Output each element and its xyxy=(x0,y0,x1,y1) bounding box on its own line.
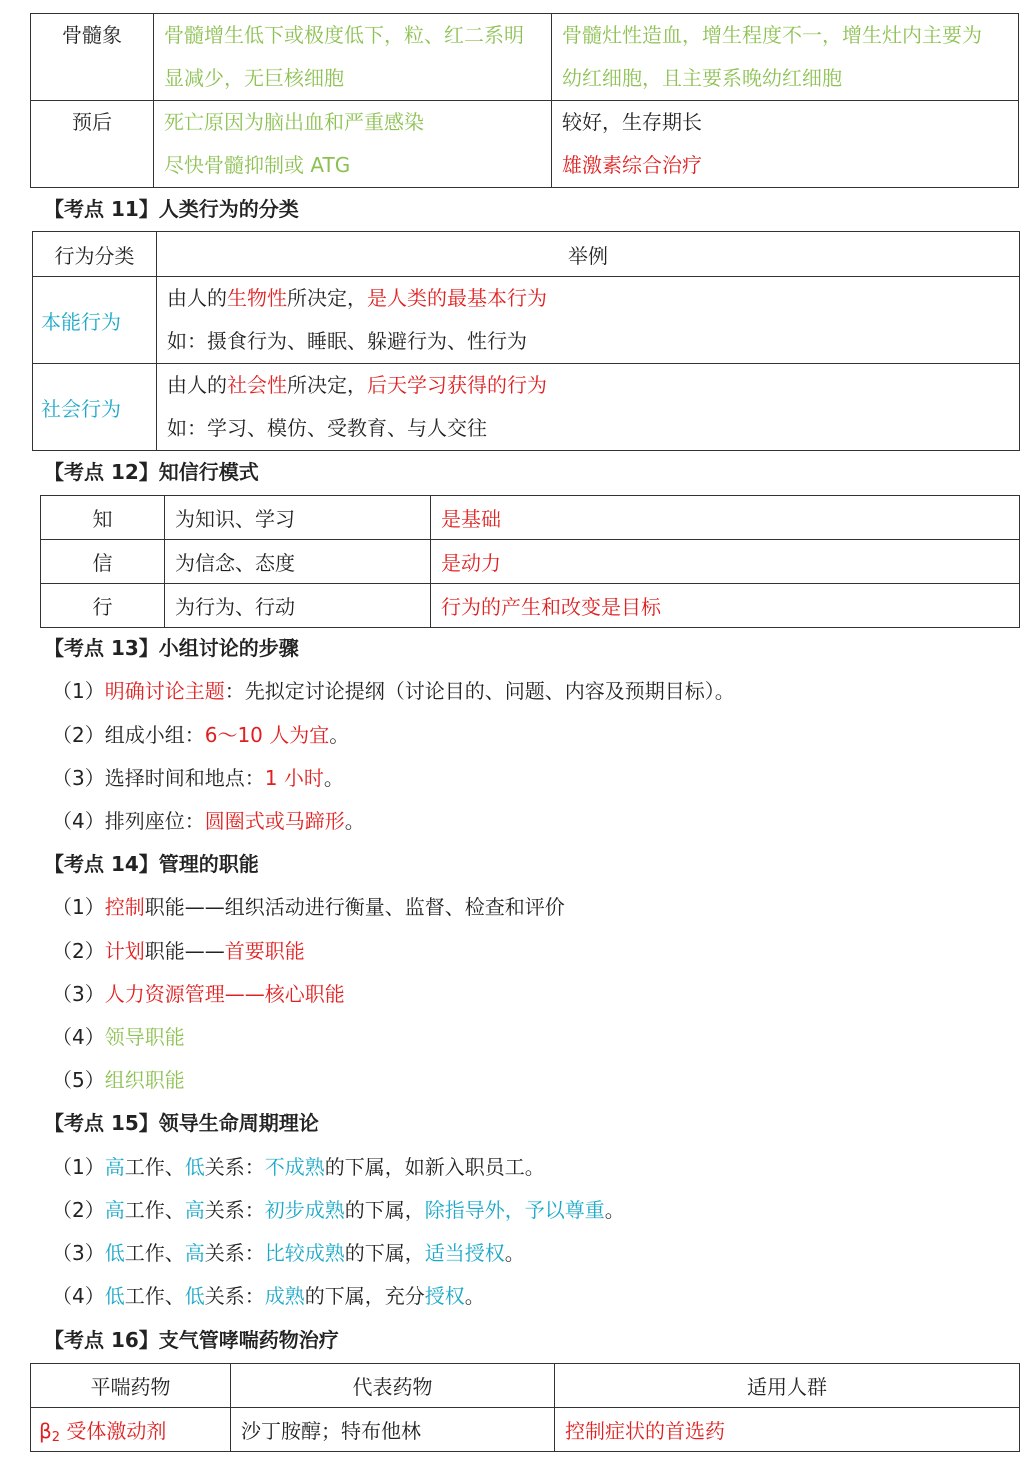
section-heading-16: 【考点 16】支气管哮喘药物治疗 xyxy=(44,1328,339,1352)
row-label: 骨髓象 xyxy=(62,23,122,47)
list-item: （2）计划职能——首要职能 xyxy=(52,939,305,963)
row-label: 本能行为 xyxy=(41,309,121,334)
section-heading-14: 【考点 14】管理的职能 xyxy=(44,852,259,876)
cell-text: 如：摄食行为、睡眠、躲避行为、性行为 xyxy=(167,329,527,353)
section-heading-13: 【考点 13】小组讨论的步骤 xyxy=(44,636,299,660)
section-heading-15: 【考点 15】领导生命周期理论 xyxy=(44,1111,319,1135)
cell-text: 幼红细胞，且主要系晚幼红细胞 xyxy=(562,66,842,90)
drug-examples: 沙丁胺醇；特布他林 xyxy=(241,1419,421,1443)
section-heading-12: 【考点 12】知信行模式 xyxy=(44,460,259,484)
list-item: （2）组成小组：6～10 人为宜。 xyxy=(52,723,350,747)
cell-text: 骨髓增生低下或极度低下，粒、红二系明 xyxy=(164,23,524,47)
column-header: 行为分类 xyxy=(54,243,135,268)
section-heading-11: 【考点 11】人类行为的分类 xyxy=(44,197,299,221)
list-item: （4）低工作、低关系：成熟的下属，充分授权。 xyxy=(52,1284,485,1308)
table-header-row xyxy=(33,232,1020,277)
table-anemia-comparison xyxy=(30,13,1019,188)
table-row xyxy=(31,14,1019,101)
list-item: （3）低工作、高关系：比较成熟的下属，适当授权。 xyxy=(52,1241,525,1265)
cell-text: 死亡原因为脑出血和严重感染 xyxy=(164,110,424,134)
list-item: （4）排列座位：圆圈式或马蹄形。 xyxy=(52,809,365,833)
list-item: （3）人力资源管理——核心职能 xyxy=(52,982,345,1006)
column-header: 举例 xyxy=(568,243,608,268)
list-item: （1）明确讨论主题：先拟定讨论提纲（讨论目的、问题、内容及预期目标）。 xyxy=(52,679,735,703)
cell-text: 尽快骨髓抑制或 ATG xyxy=(164,153,351,177)
table-behavior-classification xyxy=(32,231,1020,451)
table-row: 信 为信念、态度 是动力 xyxy=(41,540,1020,584)
cell-text: 雄激素综合治疗 xyxy=(562,153,702,177)
table-row xyxy=(31,1408,1020,1452)
cell-text: 较好，生存期长 xyxy=(562,110,702,134)
column-header: 适用人群 xyxy=(747,1375,827,1399)
list-item: （1）高工作、低关系：不成熟的下属，如新入职员工。 xyxy=(52,1155,545,1179)
list-item: （1）控制职能——组织活动进行衡量、监督、检查和评价 xyxy=(52,895,565,919)
drug-indication: 控制症状的首选药 xyxy=(565,1419,725,1443)
table-asthma-drugs xyxy=(30,1363,1020,1452)
table-row: 知 为知识、学习 是基础 xyxy=(41,496,1020,540)
list-item: （4）领导职能 xyxy=(52,1025,185,1049)
table-row: 行 为行为、行动 行为的产生和改变是目标 xyxy=(41,584,1020,628)
table-header-row xyxy=(31,1364,1020,1408)
list-item: （5）组织职能 xyxy=(52,1068,185,1092)
cell-text: 骨髓灶性造血，增生程度不一，增生灶内主要为 xyxy=(562,23,982,47)
row-label: 预后 xyxy=(72,110,112,134)
table-row xyxy=(31,101,1019,188)
table-row xyxy=(33,277,1020,364)
list-item: （2）高工作、高关系：初步成熟的下属，除指导外，予以尊重。 xyxy=(52,1198,625,1222)
column-header: 平喘药物 xyxy=(90,1375,171,1399)
list-item: （3）选择时间和地点：1 小时。 xyxy=(52,766,344,790)
drug-class: $\beta_2$ 受体激动剂 xyxy=(39,1418,167,1445)
table-row xyxy=(33,364,1020,451)
column-header: 代表药物 xyxy=(352,1375,433,1399)
cell-text: 由人的生物性所决定，是人类的最基本行为 xyxy=(167,286,547,310)
cell-text: 显减少，无巨核细胞 xyxy=(164,66,344,90)
table-kap-model xyxy=(40,495,1020,628)
cell-text: 由人的社会性所决定，后天学习获得的行为 xyxy=(167,373,547,397)
cell-text: 如：学习、模仿、受教育、与人交往 xyxy=(167,416,487,440)
row-label: 社会行为 xyxy=(41,396,121,421)
